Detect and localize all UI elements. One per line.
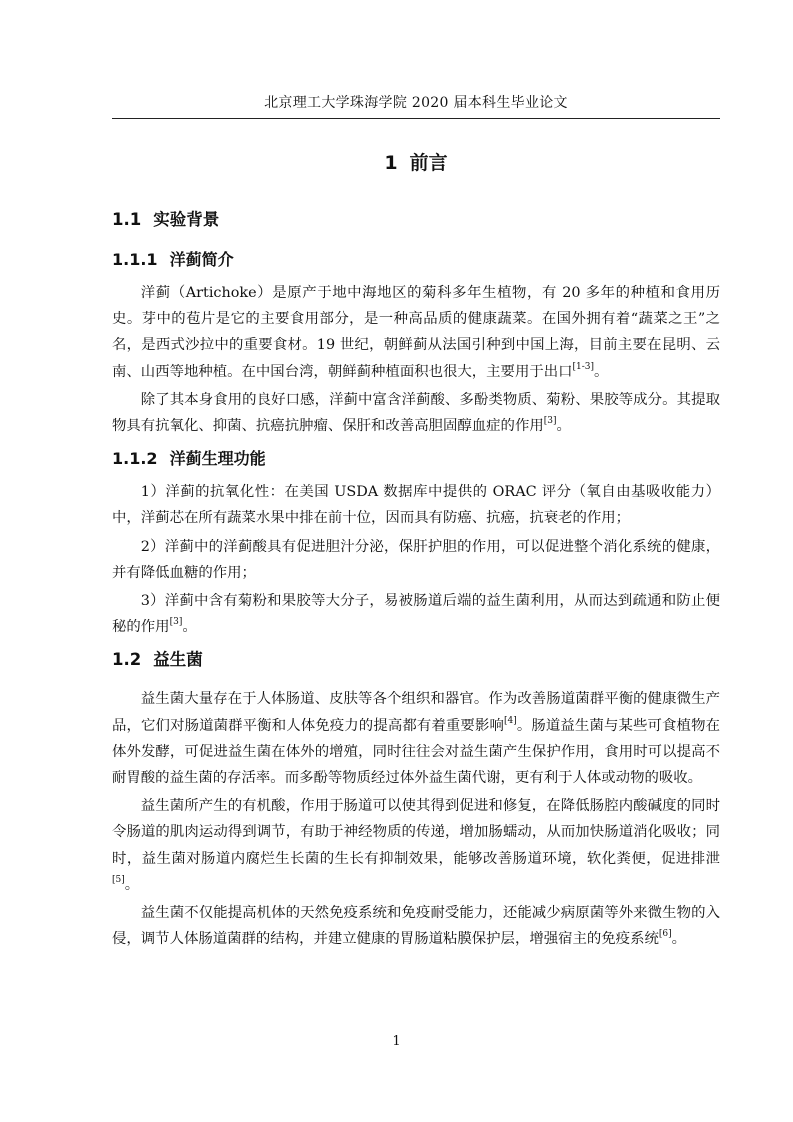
citation: [6] bbox=[658, 929, 672, 940]
subsection-heading-1-1-1 bbox=[112, 246, 720, 274]
citation: [5] bbox=[112, 875, 125, 886]
paragraph-text: 除了其本身食用的良好口感，洋蓟中富含洋蓟酸、多酚类物质、菊粉、果胶等成分。其提取物具有抗氧化、抑菌、抗癌抗肿瘤、保肝和改善高胆固醇血症的作用 bbox=[112, 391, 720, 435]
citation: [3] bbox=[169, 617, 183, 628]
page-body bbox=[112, 140, 720, 954]
section-heading-1-1 bbox=[112, 206, 720, 234]
paragraph bbox=[112, 793, 720, 898]
page-number: 1 bbox=[392, 1034, 401, 1049]
paragraph-text: 益生菌所产生的有机酸，作用于肠道可以使其得到促进和修复，在降低肠腔内酸碱度的同时令肠道的肌肉运动得到调节，有助于神经物质的传递，增加肠蠕动，从而加快肠道消化吸收；同时，益生菌对肠道内腐烂生长菌的生长有抑制效果，能够改善肠道环境，软化粪便，促进排泄 bbox=[112, 798, 720, 867]
citation: [3] bbox=[543, 416, 557, 427]
chapter-title-text: 前言 bbox=[409, 152, 448, 174]
citation: [4] bbox=[503, 715, 517, 726]
paragraph-text: 洋蓟（Artichoke）是原产于地中海地区的菊科多年生植物，有 20 多年的种植和食用历史。芽中的苞片是它的主要食用部分，是一种高品质的健康蔬菜。在国外拥有着“蔬菜之王”之名，是西式沙拉中的重要食材。19 世纪，朝鲜蓟从法国引种到中国上海，目前主要在昆明、云南、山西等地种植。在中国台湾，朝鲜蓟种植面积也很大，主要用于出口 bbox=[112, 285, 720, 380]
paragraph-text: 。 bbox=[182, 619, 197, 636]
section-heading-1-2 bbox=[112, 646, 720, 674]
subsection-heading-1-1-2 bbox=[112, 445, 720, 473]
subsection-number: 1.1.2 bbox=[112, 449, 158, 469]
section-title: 实验背景 bbox=[153, 210, 220, 229]
section-number: 1.2 bbox=[112, 650, 142, 670]
header-title: 北京理工大学珠海学院 2020 届本科生毕业论文 bbox=[264, 95, 568, 111]
paragraph bbox=[112, 588, 720, 640]
paragraph-text: 益生菌大量存在于人体肠道、皮肤等各个组织和器官。作为改善肠道菌群平衡的健康微生产品，它们对肠道菌群平衡和人体免疫力的提高都有着重要影响 bbox=[112, 691, 720, 734]
paragraph bbox=[112, 686, 720, 791]
paragraph bbox=[112, 900, 720, 952]
subsection-number: 1.1.1 bbox=[112, 250, 158, 269]
page-footer bbox=[0, 1034, 793, 1049]
chapter-number: 1 bbox=[384, 152, 398, 174]
paragraph-text: 益生菌不仅能提高机体的天然免疫系统和免疫耐受能力，还能减少病原菌等外来微生物的入侵，调节人体肠道菌群的结构，并建立健康的胃肠道粘膜保护层，增强宿主的免疫系统 bbox=[112, 905, 720, 948]
paragraph: 2）洋蓟中的洋蓟酸具有促进胆汁分泌，保肝护胆的作用，可以促进整个消化系统的健康，并有降低血糖的作用； bbox=[112, 538, 720, 581]
paragraph: 1）洋蓟的抗氧化性：在美国 USDA 数据库中提供的 ORAC 评分（氧自由基吸收能力）中，洋蓟芯在所有蔬菜水果中排在前十位，因而具有防癌、抗癌，抗衰老的作用； bbox=[112, 484, 720, 527]
page-header bbox=[112, 88, 720, 119]
paragraph-text: 。肠道益生菌与某些可食植物在体外发酵，可促进益生菌在体外的增殖，同时往往会对益生菌产生保护作用，食用时可以提高不耐胃酸的益生菌的存活率。而多酚等物质经过体外益生菌代谢，更有利于人体或动物的吸收。 bbox=[112, 717, 720, 787]
paragraph-text: 。 bbox=[671, 931, 687, 948]
paragraph-text: 。 bbox=[556, 418, 571, 435]
paragraph-text: 3）洋蓟中含有菊粉和果胶等大分子，易被肠道后端的益生菌利用，从而达到疏通和防止便秘的作用 bbox=[112, 593, 720, 636]
chapter-title bbox=[112, 148, 720, 178]
citation: [1-3] bbox=[572, 361, 595, 372]
paragraph bbox=[112, 387, 720, 439]
paragraph-text: 。 bbox=[124, 876, 140, 893]
paragraph bbox=[112, 280, 720, 385]
subsection-title: 洋蓟生理功能 bbox=[169, 449, 266, 469]
section-number: 1.1 bbox=[112, 210, 142, 229]
subsection-title: 洋蓟简介 bbox=[169, 250, 234, 269]
section-title: 益生菌 bbox=[153, 650, 203, 670]
paragraph-text: 。 bbox=[594, 363, 609, 380]
